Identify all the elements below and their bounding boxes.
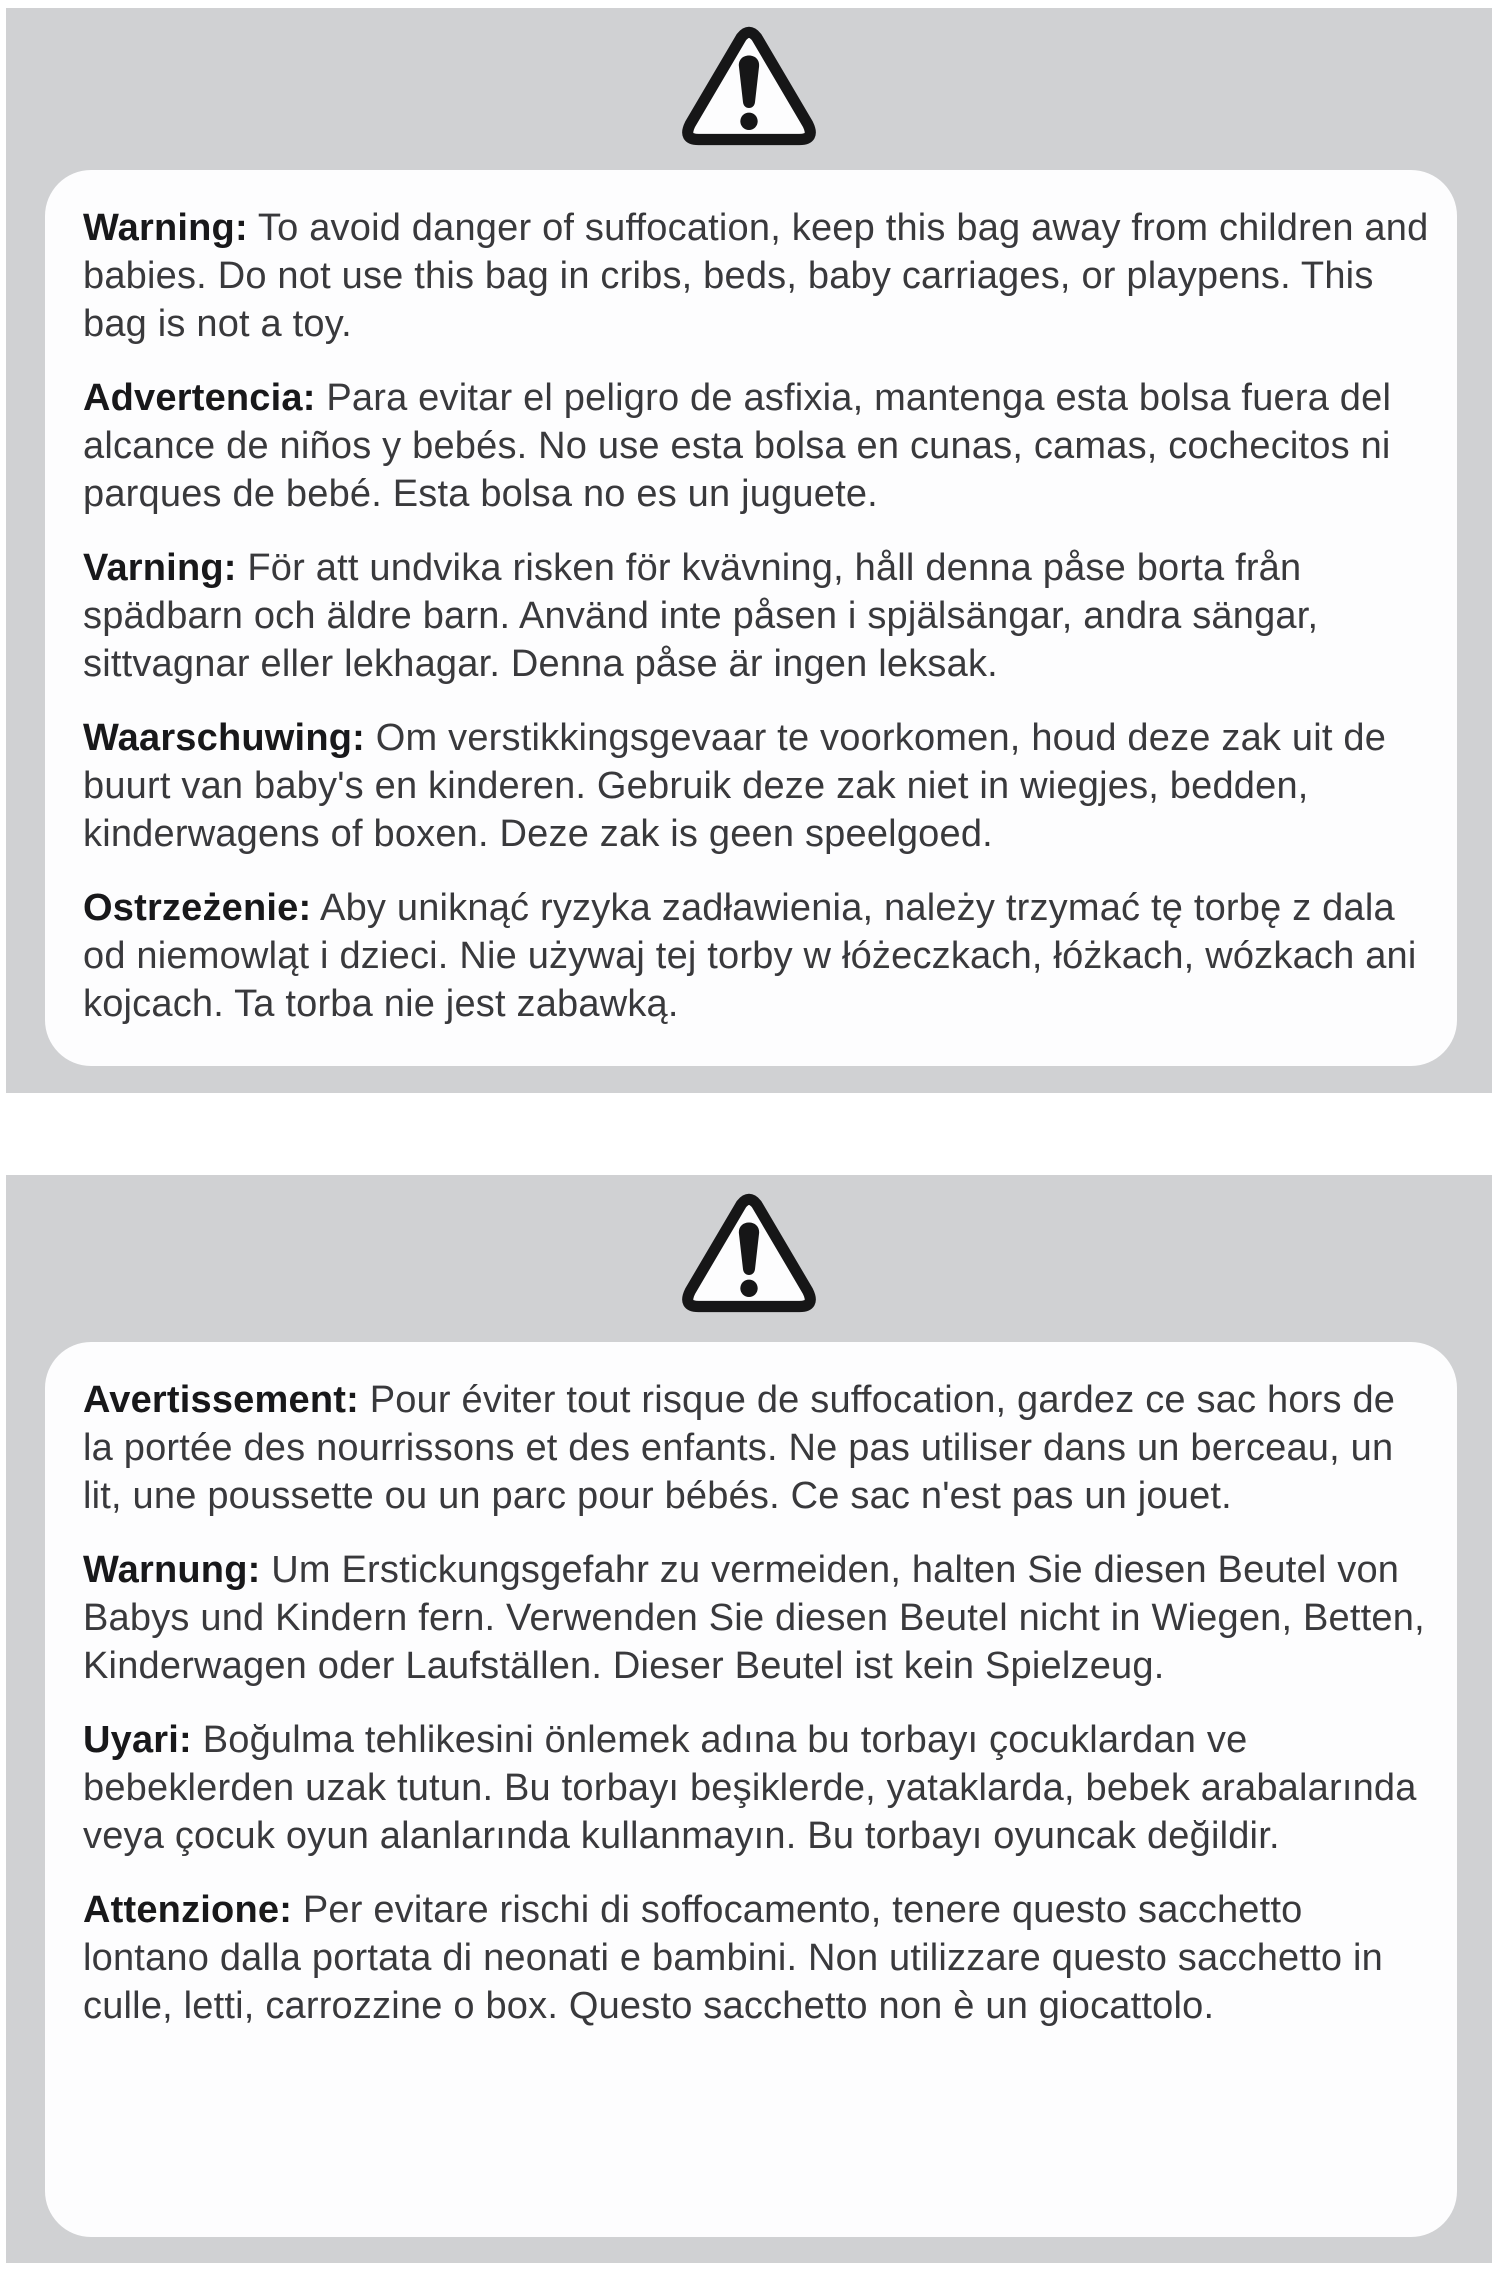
warning-paragraph [83,1546,1431,1690]
warning-language-label: Avertissement: [83,1379,359,1421]
warning-panel-bottom [6,1175,1492,2263]
warning-paragraph [83,1376,1431,1520]
warning-language-label: Warning: [83,207,248,249]
warning-paragraph [83,204,1431,348]
warning-text: Boğulma tehlikesini önlemek adına bu torbayı çocuklardan ve bebeklerden uzak tutun. Bu torbayı beşiklerde, yataklarda, bebek arabalarında veya çocuk oyun alanlarında kullanmayın. Bu torbayı oyuncak değildir. [83,1719,1417,1857]
warning-paragraph [83,544,1431,688]
warning-language-label: Uyari: [83,1719,192,1761]
warning-triangle-icon [679,1192,819,1316]
warning-text: Aby uniknąć ryzyka zadławienia, należy trzymać tę torbę z dala od niemowląt i dzieci. Nie używaj tej torby w łóżeczkach, łóżkach, wózkach ani kojcach. Ta torba nie jest zabawką. [83,887,1417,1025]
warning-paragraph [83,1886,1431,2030]
warning-triangle-icon [679,25,819,149]
warning-language-label: Attenzione: [83,1889,293,1931]
warning-text: Pour éviter tout risque de suffocation, gardez ce sac hors de la portée des nourrissons et des enfants. Ne pas utiliser dans un berceau, un lit, une poussette ou un parc pour bébés. Ce sac n'est pas un jouet. [83,1379,1396,1517]
warning-language-label: Waarschuwing: [83,717,365,759]
warning-text-card [45,1342,1457,2237]
warning-text-card [45,170,1457,1066]
warning-text: Per evitare rischi di soffocamento, tenere questo sacchetto lontano dalla portata di neonati e bambini. Non utilizzare questo sacchetto in culle, letti, carrozzine o box. Questo sacchetto non è un giocattolo. [83,1889,1383,2027]
warning-language-label: Advertencia: [83,377,316,419]
warning-language-label: Ostrzeżenie: [83,887,312,929]
warning-paragraph [83,374,1431,518]
warning-text: För att undvika risken för kvävning, håll denna påse borta från spädbarn och äldre barn. Använd inte påsen i spjälsängar, andra sängar, sittvagnar eller lekhagar. Denna påse är ingen leksak. [83,547,1319,685]
warning-paragraph [83,884,1431,1028]
warning-text: Para evitar el peligro de asfixia, mantenga esta bolsa fuera del alcance de niños y bebés. No use esta bolsa en cunas, camas, cochecitos ni parques de bebé. Esta bolsa no es un juguete. [83,377,1392,515]
warning-paragraph [83,714,1431,858]
warning-language-label: Warnung: [83,1549,261,1591]
warning-text: Om verstikkingsgevaar te voorkomen, houd deze zak uit de buurt van baby's en kinderen. Gebruik deze zak niet in wiegjes, bedden, kinderwagens of boxen. Deze zak is geen speelgoed. [83,717,1387,855]
warning-text: To avoid danger of suffocation, keep this bag away from children and babies. Do not use this bag in cribs, beds, baby carriages, or playpens. This bag is not a toy. [83,207,1429,345]
warning-panel-top [6,8,1492,1093]
warning-language-label: Varning: [83,547,237,589]
warning-paragraph [83,1716,1431,1860]
warning-text: Um Erstickungsgefahr zu vermeiden, halten Sie diesen Beutel von Babys und Kindern fern. Verwenden Sie diesen Beutel nicht in Wiegen, Betten, Kinderwagen oder Laufställen. Dieser Beutel ist kein Spielzeug. [83,1549,1425,1687]
